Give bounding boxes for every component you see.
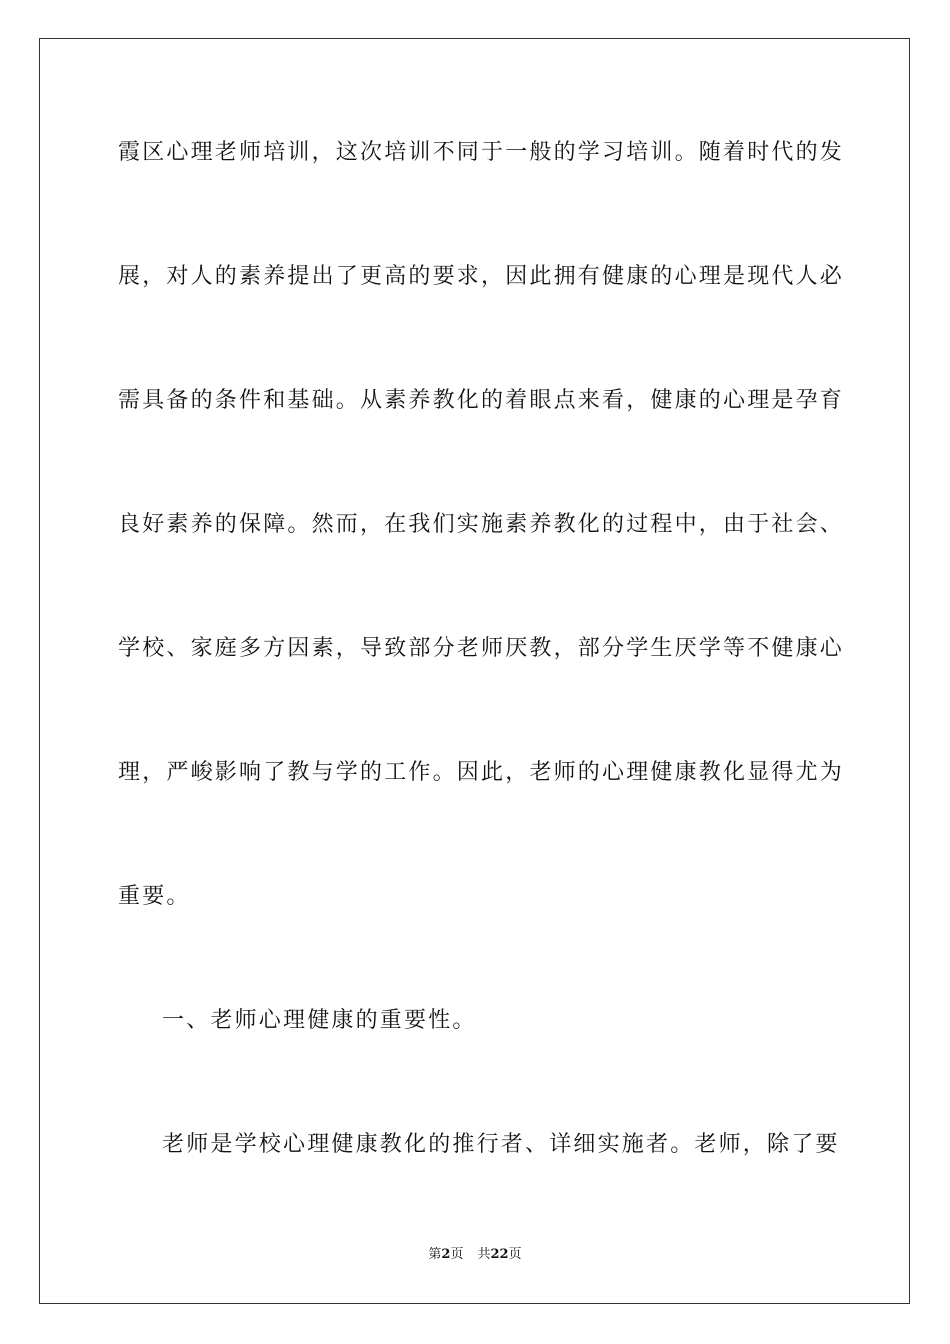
body-line-5: 学校、家庭多方因素，导致部分老师厌教，部分学生厌学等不健康心	[118, 636, 845, 661]
footer-page-number: 2	[441, 1247, 451, 1262]
body-line-4: 良好素养的保障。然而，在我们实施素养教化的过程中，由于社会、	[118, 512, 845, 537]
body-line-9: 老师是学校心理健康教化的推行者、详细实施者。老师，除了要	[162, 1132, 840, 1157]
page-border	[39, 38, 910, 1304]
footer-page-suffix: 页	[450, 1247, 464, 1262]
body-line-7: 重要。	[118, 884, 191, 909]
footer-total-pages: 22	[490, 1247, 509, 1262]
body-line-1: 霞区心理老师培训，这次培训不同于一般的学习培训。随着时代的发	[118, 140, 845, 165]
footer-total-prefix: 共	[477, 1247, 491, 1262]
page-footer	[0, 1246, 950, 1264]
footer-page-prefix: 第	[428, 1247, 442, 1262]
body-line-2: 展，对人的素养提出了更高的要求，因此拥有健康的心理是现代人必	[118, 264, 845, 289]
body-line-3: 需具备的条件和基础。从素养教化的着眼点来看，健康的心理是孕育	[118, 388, 845, 413]
footer-total-suffix: 页	[508, 1247, 522, 1262]
body-line-6: 理，严峻影响了教与学的工作。因此，老师的心理健康教化显得尤为	[118, 760, 845, 785]
section-heading: 一、老师心理健康的重要性。	[162, 1008, 477, 1033]
